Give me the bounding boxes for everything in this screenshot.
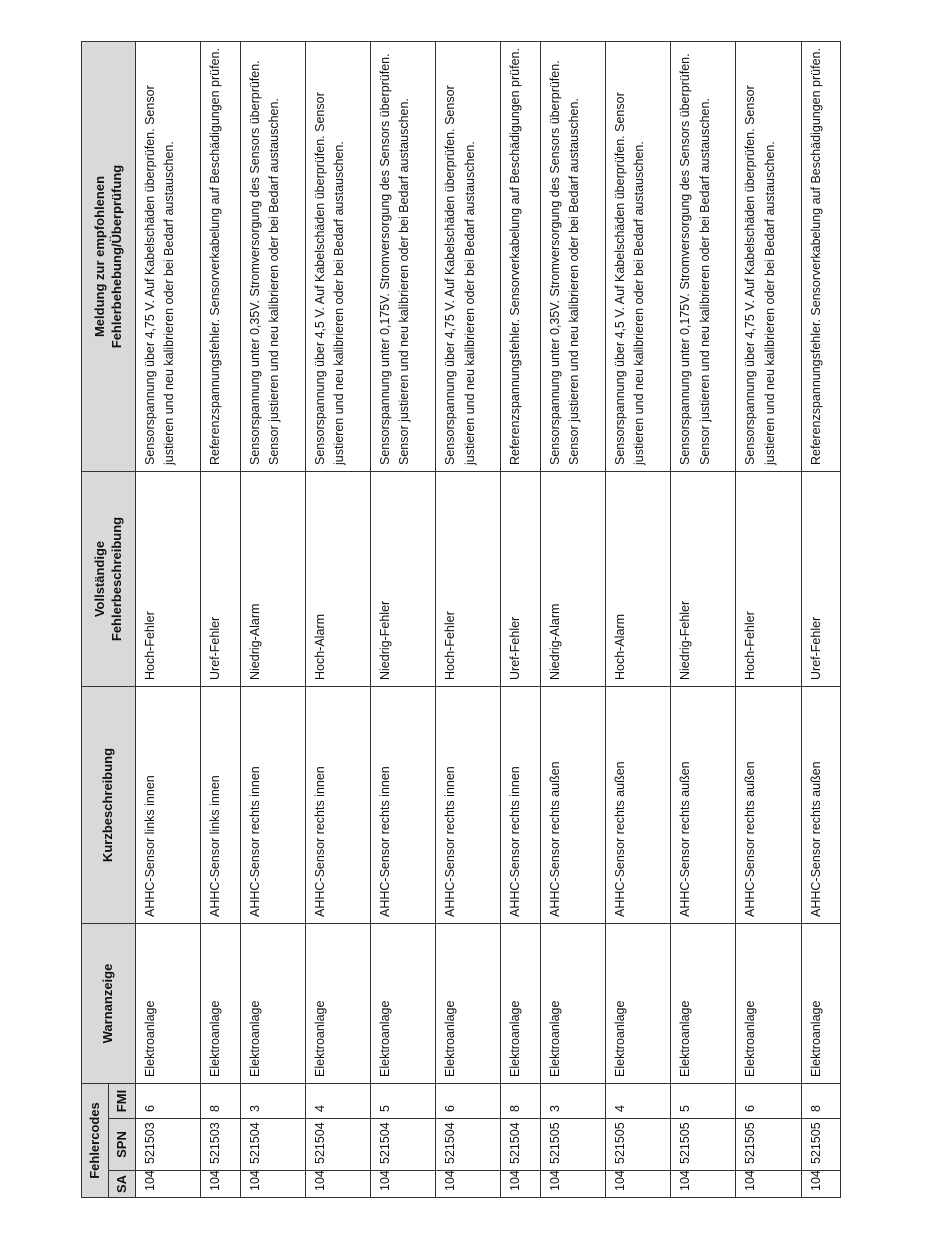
header-meldung-line1: Meldung zur empfohlenen	[92, 175, 108, 338]
rotated-table-container	[81, 42, 841, 1198]
cell-sa: 104	[136, 1171, 201, 1198]
cell-fehlerbeschreibung: Hoch-Fehler	[736, 472, 801, 687]
header-sa: SA	[109, 1171, 136, 1198]
cell-fmi: 3	[240, 1084, 305, 1119]
cell-spn: 521504	[240, 1119, 305, 1171]
cell-kurzbeschreibung: AHHC-Sensor rechts außen	[605, 687, 670, 924]
cell-kurzbeschreibung: AHHC-Sensor links innen	[201, 687, 240, 924]
table-row	[501, 42, 540, 1198]
cell-fehlerbeschreibung: Hoch-Fehler	[436, 472, 501, 687]
cell-warnanzeige: Elektroanlage	[671, 924, 736, 1084]
cell-fehlerbeschreibung: Uref-Fehler	[801, 472, 840, 687]
cell-sa: 104	[436, 1171, 501, 1198]
header-warnanzeige: Warnanzeige	[82, 924, 136, 1084]
cell-kurzbeschreibung: AHHC-Sensor links innen	[136, 687, 201, 924]
table-row	[736, 42, 801, 1198]
cell-sa: 104	[671, 1171, 736, 1198]
cell-spn: 521504	[370, 1119, 435, 1171]
cell-fehlerbeschreibung: Uref-Fehler	[501, 472, 540, 687]
cell-meldung: Sensorspannung unter 0,35V. Stromversorgung des Sensors überprüfen. Sensor justieren und neu kalibrieren oder bei Bedarf austauschen.	[540, 42, 605, 472]
cell-fmi: 3	[540, 1084, 605, 1119]
cell-warnanzeige: Elektroanlage	[240, 924, 305, 1084]
cell-fmi: 6	[136, 1084, 201, 1119]
cell-meldung: Sensorspannung über 4,5 V. Auf Kabelschäden überprüfen. Sensor justieren und neu kalibrieren oder bei Bedarf austauschen.	[605, 42, 670, 472]
table-row	[240, 42, 305, 1198]
cell-sa: 104	[370, 1171, 435, 1198]
table-row	[136, 42, 201, 1198]
cell-kurzbeschreibung: AHHC-Sensor rechts außen	[671, 687, 736, 924]
cell-sa: 104	[801, 1171, 840, 1198]
cell-fehlerbeschreibung: Niedrig-Alarm	[240, 472, 305, 687]
cell-spn: 521504	[305, 1119, 370, 1171]
header-spn: SPN	[109, 1119, 136, 1171]
cell-meldung: Sensorspannung über 4,75 V. Auf Kabelschäden überprüfen. Sensor justieren und neu kalibrieren oder bei Bedarf austauschen.	[736, 42, 801, 472]
cell-spn: 521504	[436, 1119, 501, 1171]
cell-fmi: 5	[671, 1084, 736, 1119]
table-row	[305, 42, 370, 1198]
cell-warnanzeige: Elektroanlage	[201, 924, 240, 1084]
cell-spn: 521504	[501, 1119, 540, 1171]
cell-kurzbeschreibung: AHHC-Sensor rechts innen	[436, 687, 501, 924]
cell-fehlerbeschreibung: Niedrig-Alarm	[540, 472, 605, 687]
cell-meldung: Sensorspannung über 4,75 V. Auf Kabelschäden überprüfen. Sensor justieren und neu kalibrieren oder bei Bedarf austauschen.	[136, 42, 201, 472]
cell-fmi: 4	[305, 1084, 370, 1119]
table-row	[201, 42, 240, 1198]
cell-fmi: 8	[201, 1084, 240, 1119]
cell-warnanzeige: Elektroanlage	[136, 924, 201, 1084]
cell-fmi: 8	[801, 1084, 840, 1119]
cell-sa: 104	[305, 1171, 370, 1198]
cell-fmi: 6	[736, 1084, 801, 1119]
cell-fehlerbeschreibung: Niedrig-Fehler	[370, 472, 435, 687]
cell-sa: 104	[605, 1171, 670, 1198]
table-row	[671, 42, 736, 1198]
cell-warnanzeige: Elektroanlage	[436, 924, 501, 1084]
header-vollstaendige-line1: Vollständige	[92, 540, 108, 618]
cell-spn: 521505	[736, 1119, 801, 1171]
table-row	[436, 42, 501, 1198]
cell-fehlerbeschreibung: Hoch-Fehler	[136, 472, 201, 687]
header-fehlercodes: Fehlercodes	[82, 1084, 109, 1198]
cell-fmi: 6	[436, 1084, 501, 1119]
cell-meldung: Referenzspannungsfehler. Sensorverkabelung auf Beschädigungen prüfen.	[501, 42, 540, 472]
cell-fehlerbeschreibung: Niedrig-Fehler	[671, 472, 736, 687]
header-meldung	[82, 42, 136, 472]
cell-meldung: Sensorspannung über 4,75 V. Auf Kabelschäden überprüfen. Sensor justieren und neu kalibrieren oder bei Bedarf austauschen.	[436, 42, 501, 472]
cell-meldung: Sensorspannung unter 0,175V. Stromversorgung des Sensors überprüfen. Sensor justieren und neu kalibrieren oder bei Bedarf austauschen.	[671, 42, 736, 472]
cell-warnanzeige: Elektroanlage	[501, 924, 540, 1084]
cell-sa: 104	[240, 1171, 305, 1198]
cell-spn: 521503	[136, 1119, 201, 1171]
cell-kurzbeschreibung: AHHC-Sensor rechts außen	[540, 687, 605, 924]
cell-warnanzeige: Elektroanlage	[736, 924, 801, 1084]
cell-kurzbeschreibung: AHHC-Sensor rechts innen	[305, 687, 370, 924]
cell-kurzbeschreibung: AHHC-Sensor rechts außen	[736, 687, 801, 924]
cell-meldung: Sensorspannung über 4,5 V. Auf Kabelschäden überprüfen. Sensor justieren und neu kalibrieren oder bei Bedarf austauschen.	[305, 42, 370, 472]
table-row	[801, 42, 840, 1198]
fault-code-table	[81, 41, 841, 1198]
cell-warnanzeige: Elektroanlage	[605, 924, 670, 1084]
header-vollstaendige-line2: Fehlerbeschreibung	[108, 516, 124, 642]
cell-sa: 104	[501, 1171, 540, 1198]
header-row-top	[82, 42, 109, 1198]
header-meldung-line2: Fehlerbehebung/Überprüfung	[108, 164, 124, 349]
cell-fmi: 8	[501, 1084, 540, 1119]
table-row	[370, 42, 435, 1198]
cell-kurzbeschreibung: AHHC-Sensor rechts innen	[370, 687, 435, 924]
cell-spn: 521505	[671, 1119, 736, 1171]
table-row	[540, 42, 605, 1198]
cell-fehlerbeschreibung: Hoch-Alarm	[605, 472, 670, 687]
cell-fehlerbeschreibung: Uref-Fehler	[201, 472, 240, 687]
cell-fmi: 5	[370, 1084, 435, 1119]
cell-warnanzeige: Elektroanlage	[801, 924, 840, 1084]
cell-meldung: Sensorspannung unter 0,35V. Stromversorgung des Sensors überprüfen. Sensor justieren und neu kalibrieren oder bei Bedarf austauschen.	[240, 42, 305, 472]
cell-kurzbeschreibung: AHHC-Sensor rechts außen	[801, 687, 840, 924]
cell-kurzbeschreibung: AHHC-Sensor rechts innen	[240, 687, 305, 924]
cell-spn: 521505	[801, 1119, 840, 1171]
cell-spn: 521505	[605, 1119, 670, 1171]
header-kurzbeschreibung: Kurzbeschreibung	[82, 687, 136, 924]
cell-warnanzeige: Elektroanlage	[305, 924, 370, 1084]
cell-fehlerbeschreibung: Hoch-Alarm	[305, 472, 370, 687]
cell-meldung: Referenzspannungsfehler. Sensorverkabelung auf Beschädigungen prüfen.	[801, 42, 840, 472]
cell-meldung: Sensorspannung unter 0,175V. Stromversorgung des Sensors überprüfen. Sensor justieren und neu kalibrieren oder bei Bedarf austauschen.	[370, 42, 435, 472]
cell-spn: 521503	[201, 1119, 240, 1171]
cell-sa: 104	[736, 1171, 801, 1198]
cell-sa: 104	[540, 1171, 605, 1198]
cell-fmi: 4	[605, 1084, 670, 1119]
header-fmi: FMI	[109, 1084, 136, 1119]
cell-spn: 521505	[540, 1119, 605, 1171]
cell-sa: 104	[201, 1171, 240, 1198]
header-vollstaendige-fehlerbeschreibung	[82, 472, 136, 687]
table-row	[605, 42, 670, 1198]
cell-warnanzeige: Elektroanlage	[370, 924, 435, 1084]
cell-warnanzeige: Elektroanlage	[540, 924, 605, 1084]
cell-meldung: Referenzspannungsfehler. Sensorverkabelung auf Beschädigungen prüfen.	[201, 42, 240, 472]
cell-kurzbeschreibung: AHHC-Sensor rechts innen	[501, 687, 540, 924]
